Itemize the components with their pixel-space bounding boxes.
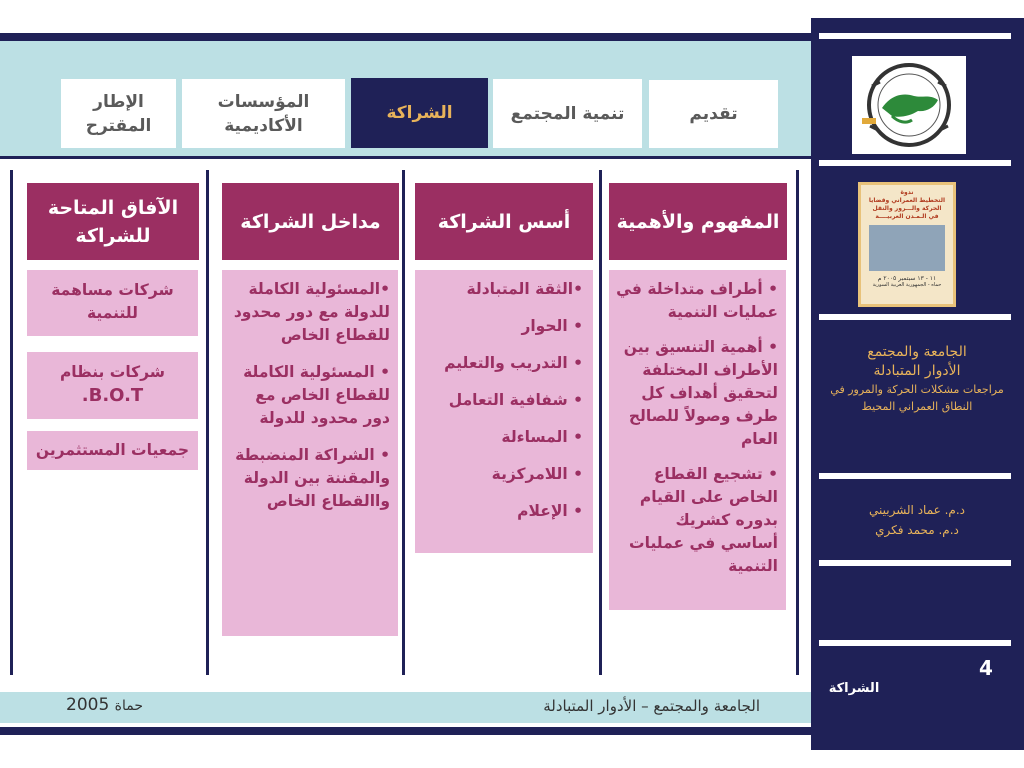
approaches-header — [222, 183, 399, 260]
concept-header-label: المفهوم والأهمية — [616, 210, 780, 233]
author: د.م. محمد فكري — [875, 523, 959, 537]
sidebar-divider — [819, 33, 1011, 39]
list-item: • أطراف متداخلة في عمليات التنمية — [616, 280, 778, 321]
approaches-list — [222, 270, 398, 636]
list-item: •المسئولية الكاملة للدولة مع دور محدود للقطاع الخاص — [233, 280, 390, 344]
sidebar-divider — [819, 473, 1011, 479]
list-item: • شفافية التعامل — [448, 391, 583, 409]
horizons-header-label: الآفاق المتاحة للشراكة — [47, 196, 179, 247]
list-item: •الثقة المتبادلة — [466, 280, 583, 298]
list-item: • أهمية التنسيق بين الأطراف المختلفة لتحقيق أهداف كل طرف وصولاً للصالح العام — [623, 338, 778, 448]
foundations-header-label: أسس الشراكة — [437, 210, 571, 233]
horizon-item-line1: شركات بنظام — [59, 363, 166, 381]
foundations-list — [415, 270, 593, 553]
tab-intro[interactable] — [649, 80, 778, 148]
section-label: الشراكة — [828, 681, 880, 696]
footer-center-text: الجامعة والمجتمع – الأدوار المتبادلة — [543, 697, 760, 715]
concept-header — [609, 183, 787, 260]
tab-partnership-label: الشراكة — [386, 103, 453, 123]
poster-date: ١١ - ١٣ سبتمبر ٢٠٠٥ م — [877, 275, 937, 282]
footer-navy-bar — [0, 727, 811, 735]
top-navy-bar — [0, 33, 811, 41]
list-item: • المساءلة — [501, 428, 583, 446]
tab-framework[interactable] — [61, 79, 176, 148]
authors — [819, 500, 1015, 540]
logo — [852, 56, 966, 154]
poster-place: حماه - الجمهورية العربية السورية — [872, 282, 942, 288]
approaches-header-label: مداخل الشراكة — [240, 210, 381, 233]
horizon-item — [27, 352, 198, 419]
tab-community[interactable] — [493, 79, 642, 148]
presentation-title — [819, 343, 1015, 415]
tab-institutions-label: المؤسسات الأكاديمية — [217, 91, 310, 136]
list-item: • الحوار — [521, 317, 583, 335]
title-sub: الأدوار المتبادلة — [873, 363, 961, 379]
list-item: • الشراكة المنضبطة والمقننة بين الدولة واالقطاع الخاص — [235, 446, 390, 510]
list-item: • التدريب والتعليم — [444, 354, 583, 372]
horizon-item — [27, 431, 198, 470]
tab-community-label: تنمية المجتمع — [510, 103, 625, 124]
tab-institutions[interactable] — [182, 79, 345, 148]
column-divider — [10, 170, 13, 675]
tab-intro-label: تقديم — [689, 104, 738, 124]
seminar-poster — [858, 182, 956, 307]
list-item: • المسئولية الكاملة للقطاع الخاص مع دور محدود للدولة — [243, 363, 390, 427]
list-item: • الإعلام — [517, 502, 583, 520]
sidebar-divider — [819, 560, 1011, 566]
slide-number: 4 — [979, 656, 993, 680]
poster-title-line: ندوة — [900, 189, 914, 196]
institute-emblem-icon — [852, 56, 966, 154]
author: د.م. عماد الشربيني — [868, 503, 966, 517]
sidebar-divider — [819, 640, 1011, 646]
poster-title-line: التخطيط العمراني وقضايا — [868, 197, 946, 204]
list-item: • تشجيع القطاع الخاص على القيام بدوره كشريك أساسي في عمليات التنمية — [629, 465, 778, 575]
title-desc: مراجعات مشكلات الحركة والمرور في النطاق العمراني المحيط — [830, 383, 1004, 413]
tab-framework-label: الإطار المقترح — [85, 91, 152, 136]
column-divider — [402, 170, 405, 675]
horizons-header — [27, 183, 199, 260]
tab-strip-bottom-line — [0, 156, 811, 159]
footer-year: 2005 — [66, 695, 110, 715]
poster-title-line: الحركة والـــرور والنقل — [872, 205, 942, 212]
poster-title-line: في الـمـدن العربيــــة — [875, 213, 939, 220]
sidebar-divider — [819, 314, 1011, 320]
horizon-item-line2: للتنمية — [87, 304, 138, 322]
tab-partnership[interactable] — [351, 78, 488, 148]
column-divider — [796, 170, 799, 675]
column-divider — [599, 170, 602, 675]
column-divider — [206, 170, 209, 675]
sidebar — [811, 18, 1024, 750]
foundations-header — [415, 183, 593, 260]
poster-title — [861, 185, 953, 221]
poster-image — [869, 225, 945, 271]
list-item: • اللامركزية — [491, 465, 583, 483]
horizon-item-line1: جمعيات المستثمرين — [35, 441, 190, 459]
concept-list — [609, 270, 786, 610]
title-main: الجامعة والمجتمع — [867, 344, 967, 360]
horizon-item-line2: B.O.T. — [81, 385, 144, 406]
footer-place: حماة — [114, 698, 144, 714]
horizon-item — [27, 270, 198, 336]
footer-place-year — [66, 695, 186, 715]
sidebar-divider — [819, 160, 1011, 166]
horizon-item-line1: شركات مساهمة — [51, 281, 174, 299]
